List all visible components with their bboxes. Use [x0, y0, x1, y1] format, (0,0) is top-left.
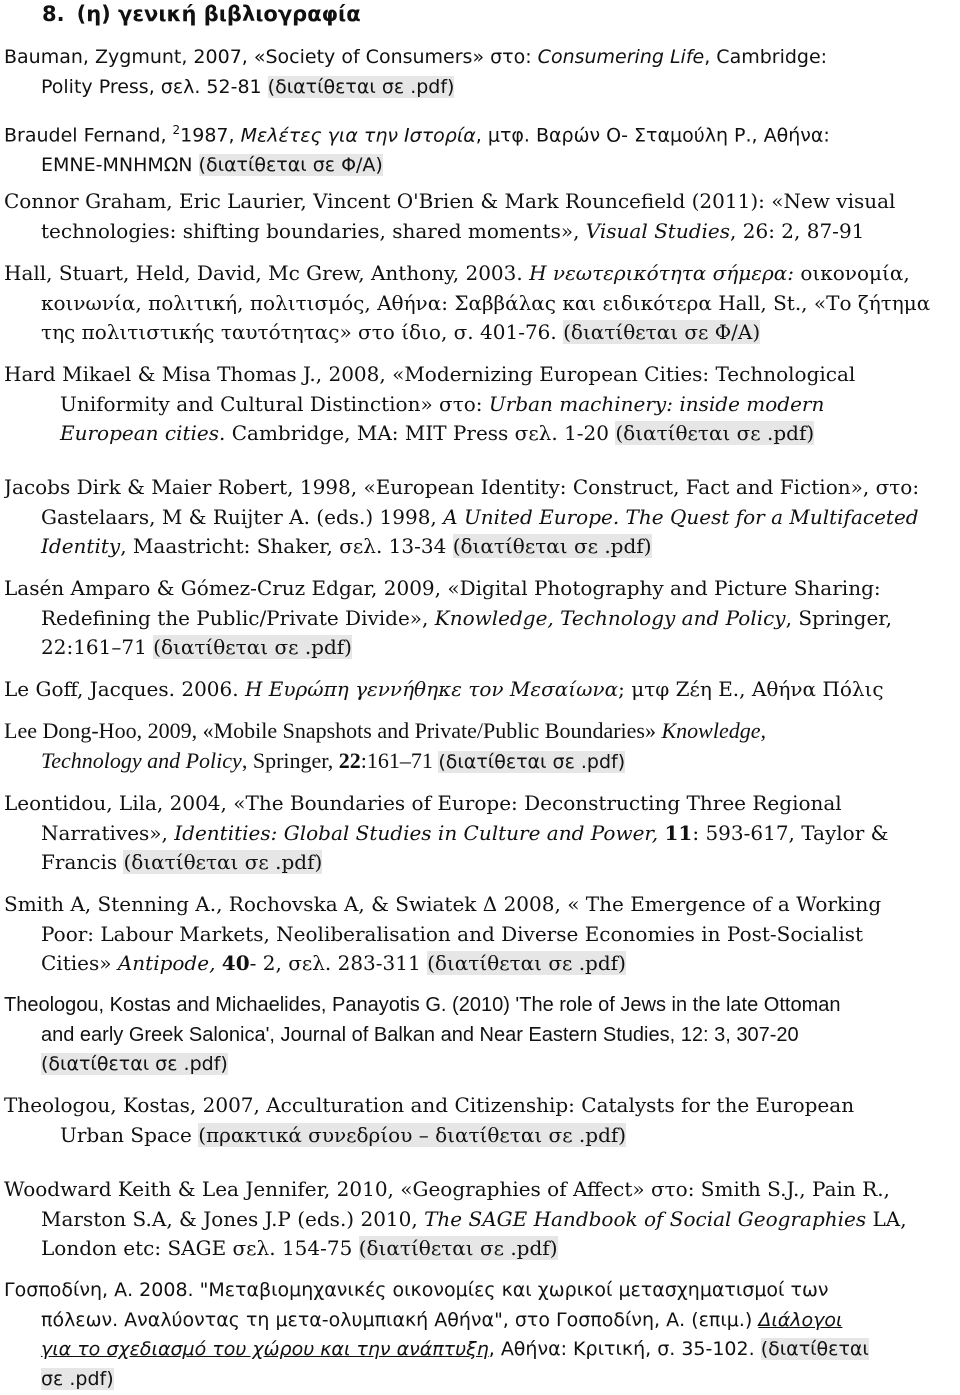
bib-entry-gospodini: Γοσποδίνη, Α. 2008. "Μεταβιομηχανικές οικονομίες και χωρικοί μετασχηματισμοί των πόλεων. Αναλύοντας τη μετα-ολυμπιακή Αθήνα", στο Γοσποδίνη, Α. (επιμ.) Διάλογοι για το σχεδιασμό του χώρου και την ανάπτυξη, Αθήνα: Κριτική, σ. 35-102. (διατίθεται σε .pdf)	[4, 1279, 869, 1390]
bib-entry-bauman: Bauman, Zygmunt, 2007, «Society of Consumers» στο: Consumering Life, Cambridge: Polity Press, σελ. 52-81 (διατίθεται σε .pdf)	[4, 46, 828, 98]
availability-note: (διατίθεται σε .pdf)	[123, 850, 323, 875]
bib-entry-leontidou: Leontidou, Lila, 2004, «The Boundaries of Europe: Deconstructing Three Regional Narratives», Identities: Global Studies in Culture and Power, 11: 593-617, Taylor & Francis (διατίθεται σε .pdf)	[4, 791, 889, 875]
availability-note: (διατίθεται σε .pdf)	[153, 635, 352, 660]
bib-entry-woodward: Woodward Keith & Lea Jennifer, 2010, «Geographies of Affect» στο: Smith S.J., Pain R., Marston S.A, & Jones J.P (eds.) 2010, The SAGE Handbook of Social Geographies LA, London etc: SAGE σελ. 154-75 (διατίθεται σε .pdf)	[4, 1177, 907, 1261]
availability-note: (διατίθεται σε .pdf)	[427, 951, 626, 976]
bib-entry-smith: Smith A, Stenning A., Rochovska A, & Swiatek Δ 2008, « The Emergence of a Working Poor: Labour Markets, Neoliberalisation and Diverse Economies in Post-Socialist Cities» Antipode, 40- 2, σελ. 283-311 (διατίθεται σε .pdf)	[4, 892, 882, 976]
availability-note: (διατίθεται σε .pdf)	[41, 1053, 228, 1076]
availability-note: (διατίθεται σε .pdf)	[452, 534, 652, 559]
section-number: 8.	[42, 2, 65, 26]
bib-entry-hard: Hard Mikael & Misa Thomas J., 2008, «Modernizing European Cities: Technological Uniformity and Cultural Distinction» στο: Urban machinery: inside modern European cities. Cambridge, MA: MIT Press σελ. 1-20 (διατίθεται σε .pdf)	[4, 362, 856, 446]
bib-entry-braudel: Braudel Fernand, $^2$1987, Μελέτες για την Ιστορία, μτφ. Βαρών Ο- Σταμούλη Ρ., Αθήνα: ΕΜΝΕ-ΜΝΗΜΩΝ (διατίθεται σε Φ/Α)	[4, 123, 830, 176]
availability-note: (διατίθεται σε .pdf)	[358, 1236, 558, 1261]
section-heading	[42, 2, 361, 26]
availability-note: (διατίθεται σε Φ/Α)	[563, 320, 761, 345]
availability-note: (διατίθεται	[760, 1338, 869, 1361]
availability-note: (διατίθεται σε .pdf)	[438, 750, 626, 773]
availability-note: (διατίθεται σε .pdf)	[615, 421, 815, 446]
bib-entry-theologou-2007: Theologou, Kostas, 2007, Acculturation and Citizenship: Catalysts for the European Urban Space (πρακτικά συνεδρίου – διατίθεται σε .pdf)	[4, 1093, 855, 1147]
availability-note: (διατίθεται σε .pdf)	[267, 75, 455, 98]
bib-entry-lee: Lee Dong-Hoo, 2009, «Mobile Snapshots and Private/Public Boundaries» Knowledge, Technology and Policy, Springer, 22:161–71 (διατίθεται σε .pdf)	[4, 718, 766, 773]
bib-entry-theologou-2010: Theologou, Kostas and Michaelides, Panayotis G. (2010) 'The role of Jews in the late Ottoman and early Greek Salonica', Journal of Balkan and Near Eastern Studies, 12: 3, 307-20 (διατίθεται σε .pdf)	[4, 994, 841, 1076]
availability-note: (διατίθεται σε Φ/Α)	[198, 153, 383, 176]
availability-note: (πρακτικά συνεδρίου – διατίθεται σε .pdf)	[198, 1122, 627, 1147]
section-title: (η) γενική βιβλιογραφία	[76, 2, 361, 26]
bib-entry-lasen: Lasén Amparo & Gómez-Cruz Edgar, 2009, «Digital Photography and Picture Sharing: Redefining the Public/Private Divide», Knowledge, Technology and Policy, Springer, 22:161–71 (διατίθεται σε .pdf)	[4, 576, 893, 660]
bib-entry-jacobs: Jacobs Dirk & Maier Robert, 1998, «European Identity: Construct, Fact and Fiction», στο: Gastelaars, M & Ruijter A. (eds.) 1998, A United Europe. The Quest for a Multifaceted Identity, Maastricht: Shaker, σελ. 13-34 (διατίθεται σε .pdf)	[4, 475, 920, 559]
bib-entry-hall: Hall, Stuart, Held, David, Mc Grew, Anthony, 2003. Η νεωτερικότητα σήμερα: οικονομία, κοινωνία, πολιτική, πολιτισμός, Αθήνα: Σαββάλας και ειδικότερα Hall, St., «Το ζήτημα της πολιτιστικής ταυτότητας» στο ίδιο, σ. 401-76. (διατίθεται σε Φ/Α)	[4, 261, 931, 345]
bib-entry-legoff: Le Goff, Jacques. 2006. Η Ευρώπη γεννήθηκε τον Μεσαίωνα; μτφ Ζέη Ε., Αθήνα Πόλις	[4, 677, 884, 701]
bib-entry-connor: Connor Graham, Eric Laurier, Vincent O'Brien & Mark Rouncefield (2011): «New visual technologies: shifting boundaries, shared moments», Visual Studies, 26: 2, 87-91	[4, 189, 896, 243]
availability-note: σε .pdf)	[41, 1367, 114, 1390]
